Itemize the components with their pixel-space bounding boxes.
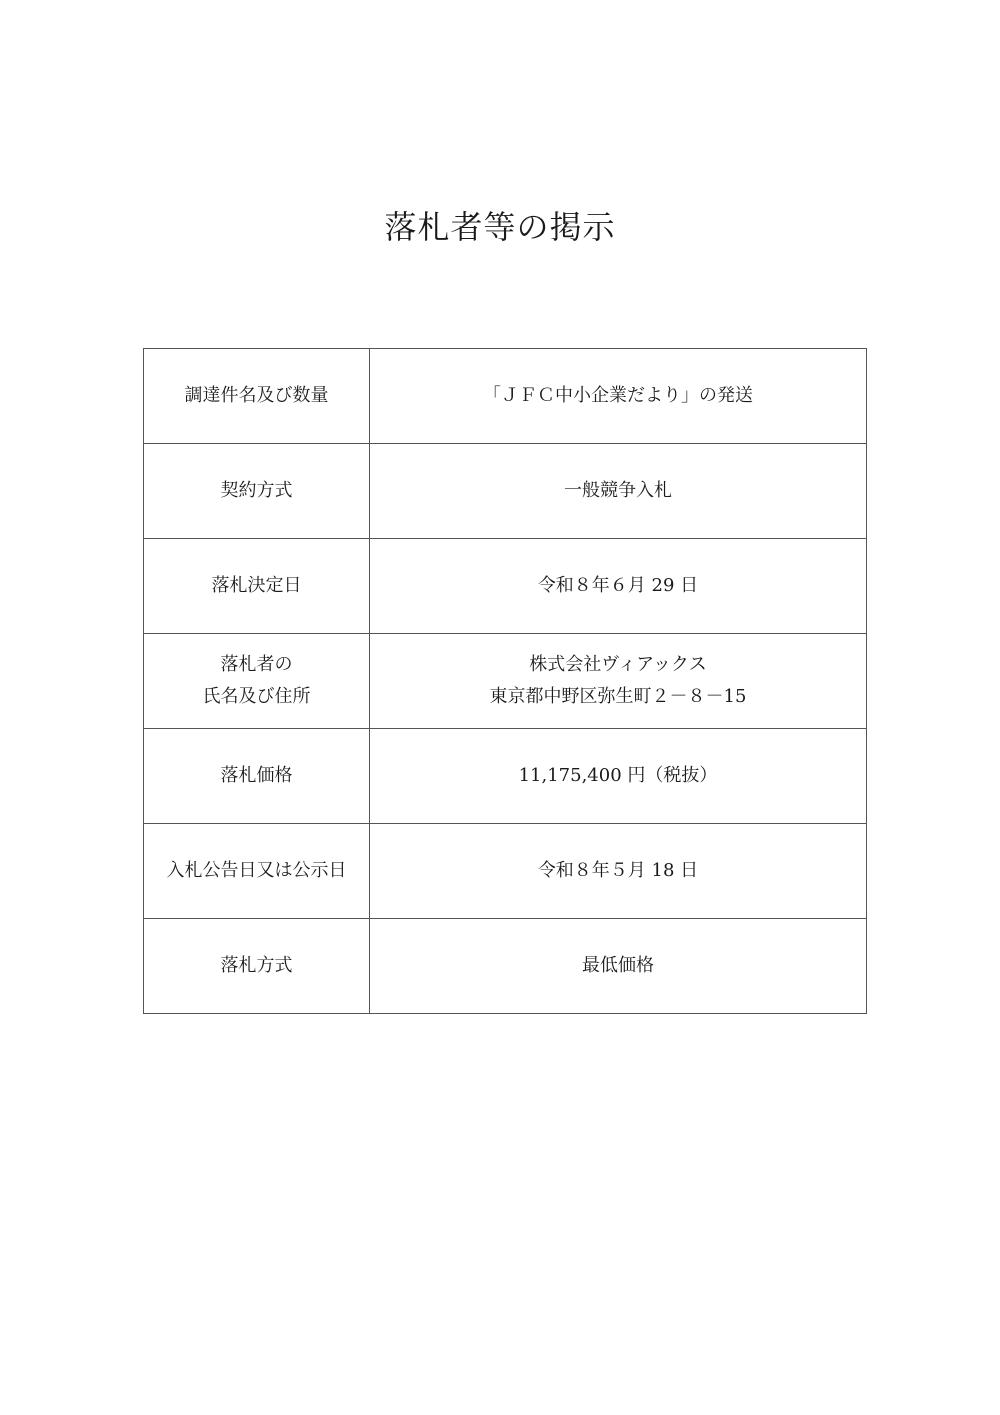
value-text: 最低価格 [582,955,654,976]
value-cell [370,349,867,444]
value-cell [370,824,867,919]
value-text: 「ＪＦＣ中小企業だより」の発送 [483,385,753,406]
winner-address: 東京都中野区弥生町２－８－15 [489,686,747,707]
row-contract-method [144,444,867,539]
label-cell [144,444,370,539]
label-cell [144,634,370,729]
row-procurement-item [144,349,867,444]
label-text: 落札方式 [220,955,293,976]
label-cell [144,824,370,919]
value-cell [370,634,867,729]
row-notice-date [144,824,867,919]
value-cell [370,444,867,539]
label-text: 入札公告日又は公示日 [166,860,347,881]
label-cell [144,729,370,824]
value-text: 令和８年５月 18 日 [537,860,699,881]
row-award-method [144,919,867,1014]
value-cell [370,539,867,634]
winner-name: 株式会社ヴィアックス [529,654,707,675]
label-text: 氏名及び住所 [202,686,311,707]
label-text: 落札決定日 [211,575,302,596]
row-winner [144,634,867,729]
label-text: 落札者の [220,654,293,675]
value-text: 令和８年６月 29 日 [537,575,699,596]
page-title: 落札者等の掲示 [384,208,616,246]
label-cell [144,349,370,444]
row-award-price [144,729,867,824]
value-cell [370,919,867,1014]
label-text: 調達件名及び数量 [184,385,329,406]
row-award-date [144,539,867,634]
label-text: 落札価格 [220,765,293,786]
award-table [143,348,867,1014]
value-cell [370,729,867,824]
label-text: 契約方式 [220,480,293,501]
value-text: 一般競争入札 [564,480,672,501]
label-cell [144,539,370,634]
value-text: 11,175,400 円（税抜） [518,765,718,786]
label-cell [144,919,370,1014]
